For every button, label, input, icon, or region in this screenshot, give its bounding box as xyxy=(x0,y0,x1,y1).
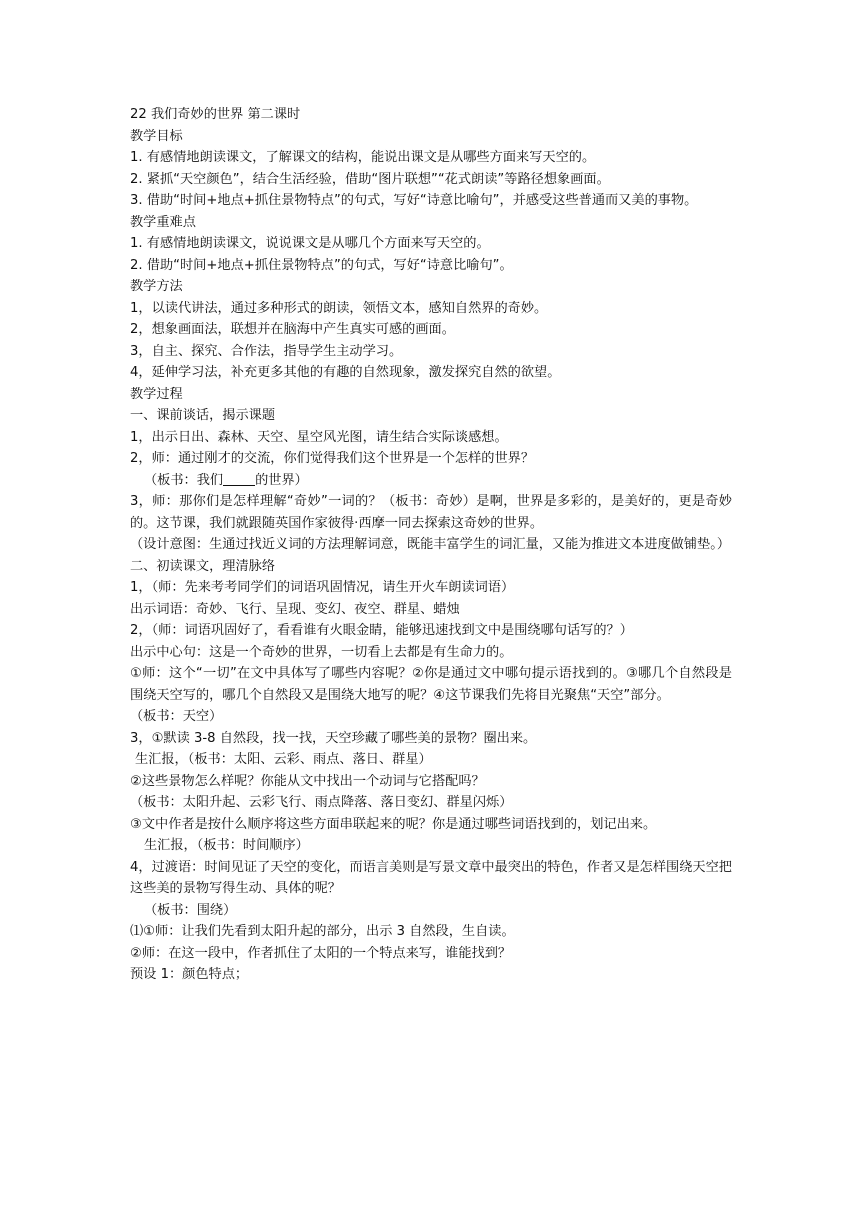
method-item: 3，自主、探究、合作法，指导学生主动学习。 xyxy=(130,343,403,359)
question: ②这些景物怎么样呢？你能从文中找出一个动词与它搭配吗？ xyxy=(130,773,485,789)
section-heading: 一、课前谈话，揭示课题 xyxy=(130,408,276,423)
lesson-title: 22 我们奇妙的世界 第二课时 xyxy=(130,107,301,122)
center-sentence: 出示中心句：这是一个奇妙的世界，一切看上去都是有生命力的。 xyxy=(130,644,513,660)
student-report: 生汇报，（板书：时间顺序） xyxy=(144,838,309,853)
goal-item: 2. 紧抓“天空颜色”，结合生活经验，借助“图片联想”“花式朗读”等路径想象画面。 xyxy=(130,171,610,187)
goal-item: 3. 借助“时间+地点+抓住景物特点”的句式，写好“诗意比喻句”，并感受这些普通而又美的事物。 xyxy=(130,193,698,208)
key-item: 2. 借助“时间+地点+抓住景物特点”的句式，写好“诗意比喻句”。 xyxy=(130,257,513,273)
board-note: （板书：围绕） xyxy=(144,902,237,918)
process-step: 3，师：那你们是怎样理解“奇妙”一词的？（板书：奇妙）是啊，世界是多彩的，是美好的，更是奇妙的。这节课，我们就跟随英国作家彼得·西摩一同去探索这奇妙的世界。 xyxy=(130,494,732,531)
board-note-start: （板书：我们 xyxy=(144,472,224,488)
process-step: 4，过渡语：时间见证了天空的变化，而语言美则是写景文章中最突出的特色，作者又是怎样围绕天空把这些美的景物写得生动、具体的呢？ xyxy=(130,859,732,896)
question-group: ①师：这个“一切”在文中具体写了哪些内容呢？②你是通过文中哪句提示语找到的。③哪几个自然段是围绕天空写的，哪几个自然段又是围绕大地写的呢？④这节课我们先将目光聚焦“天空”部分。 xyxy=(130,666,732,703)
board-note: （板书：太阳升起、云彩飞行、雨点降落、落日变幻、群星闪烁） xyxy=(130,795,513,810)
process-step: ②师：在这一段中，作者抓住了太阳的一个特点来写，谁能找到？ xyxy=(130,945,512,961)
process-step: 1，（师：先来考考同学们的词语巩固情况，请生开火车朗读词语） xyxy=(130,580,515,595)
word-list: 出示词语：奇妙、飞行、呈现、变幻、夜空、群星、蜡烛 xyxy=(130,601,460,617)
key-item: 1. 有感情地朗读课文，说说课文是从哪几个方面来写天空的。 xyxy=(130,236,490,251)
method-item: 2，想象画面法，联想并在脑海中产生真实可感的画面。 xyxy=(130,322,455,337)
method-item: 4，延伸学习法，补充更多其他的有趣的自然现象，激发探究自然的欲望。 xyxy=(130,365,561,380)
board-note xyxy=(130,470,732,492)
goal-item: 1. 有感情地朗读课文，了解课文的结构，能说出课文是从哪些方面来写天空的。 xyxy=(130,150,596,165)
document-page xyxy=(130,104,732,986)
blank-underline xyxy=(223,471,255,486)
process-step: 2，（师：词语巩固好了，看看谁有火眼金睛，能够迅速找到文中是围绕哪句话写的？） xyxy=(130,623,633,638)
process-step: ⑴①师：让我们先看到太阳升起的部分，出示 3 自然段，生自读。 xyxy=(130,924,515,939)
board-note: （板书：天空） xyxy=(130,709,223,724)
process-heading: 教学过程 xyxy=(130,386,183,402)
board-note-end: 的世界） xyxy=(255,472,308,488)
preset-answer: 预设 1：颜色特点； xyxy=(130,967,249,982)
process-step: 3，①默读 3-8 自然段，找一找，天空珍藏了哪些美的景物？圈出来。 xyxy=(130,730,537,746)
goals-heading: 教学目标 xyxy=(130,128,183,144)
method-heading: 教学方法 xyxy=(130,279,183,294)
student-report: 生汇报，（板书：太阳、云彩、雨点、落日、群星） xyxy=(135,752,432,767)
design-note: （设计意图：生通过找近义词的方法理解词意，既能丰富学生的词汇量，又能为推进文本进度做铺垫。） xyxy=(130,537,731,552)
method-item: 1，以读代讲法，通过多种形式的朗读，领悟文本，感知自然界的奇妙。 xyxy=(130,300,548,316)
question: ③文中作者是按什么顺序将这些方面串联起来的呢？你是通过哪些词语找到的，划记出来。 xyxy=(130,816,657,832)
section-heading: 二、初读课文，理清脉络 xyxy=(130,558,276,574)
process-step: 1，出示日出、森林、天空、星空风光图，请生结合实际谈感想。 xyxy=(130,429,508,445)
key-heading: 教学重难点 xyxy=(130,214,196,230)
process-step: 2，师：通过刚才的交流，你们觉得我们这个世界是一个怎样的世界？ xyxy=(130,451,535,466)
